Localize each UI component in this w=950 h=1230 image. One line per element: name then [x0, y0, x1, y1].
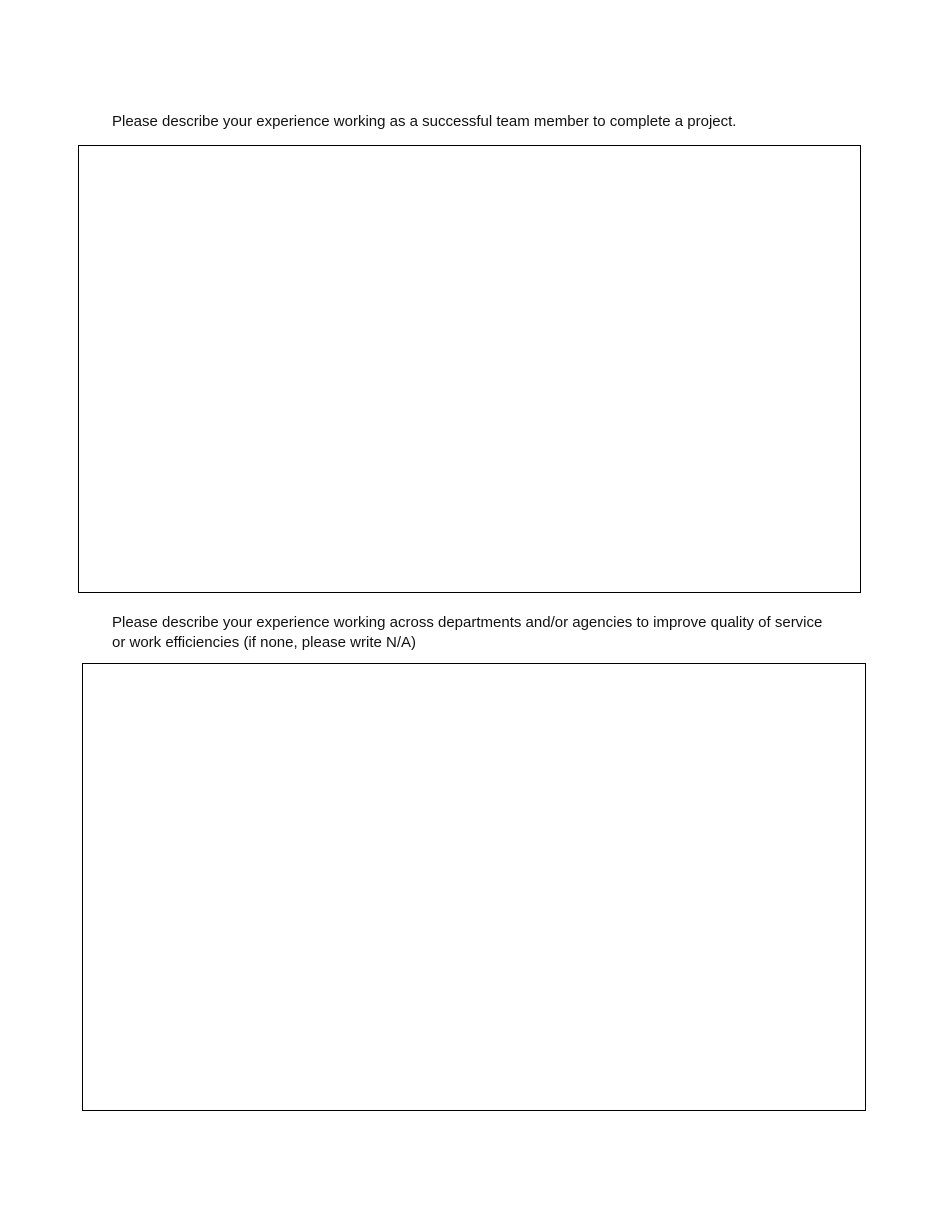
question-2-answer-box[interactable] — [82, 663, 866, 1111]
question-1-answer-box[interactable] — [78, 145, 861, 593]
question-1-prompt: Please describe your experience working as a successful team member to complete a project. — [112, 113, 737, 130]
question-2-prompt: Please describe your experience working across departments and/or agencies to improve quality of service or work efficiencies (if none, please write N/A) — [112, 614, 823, 651]
